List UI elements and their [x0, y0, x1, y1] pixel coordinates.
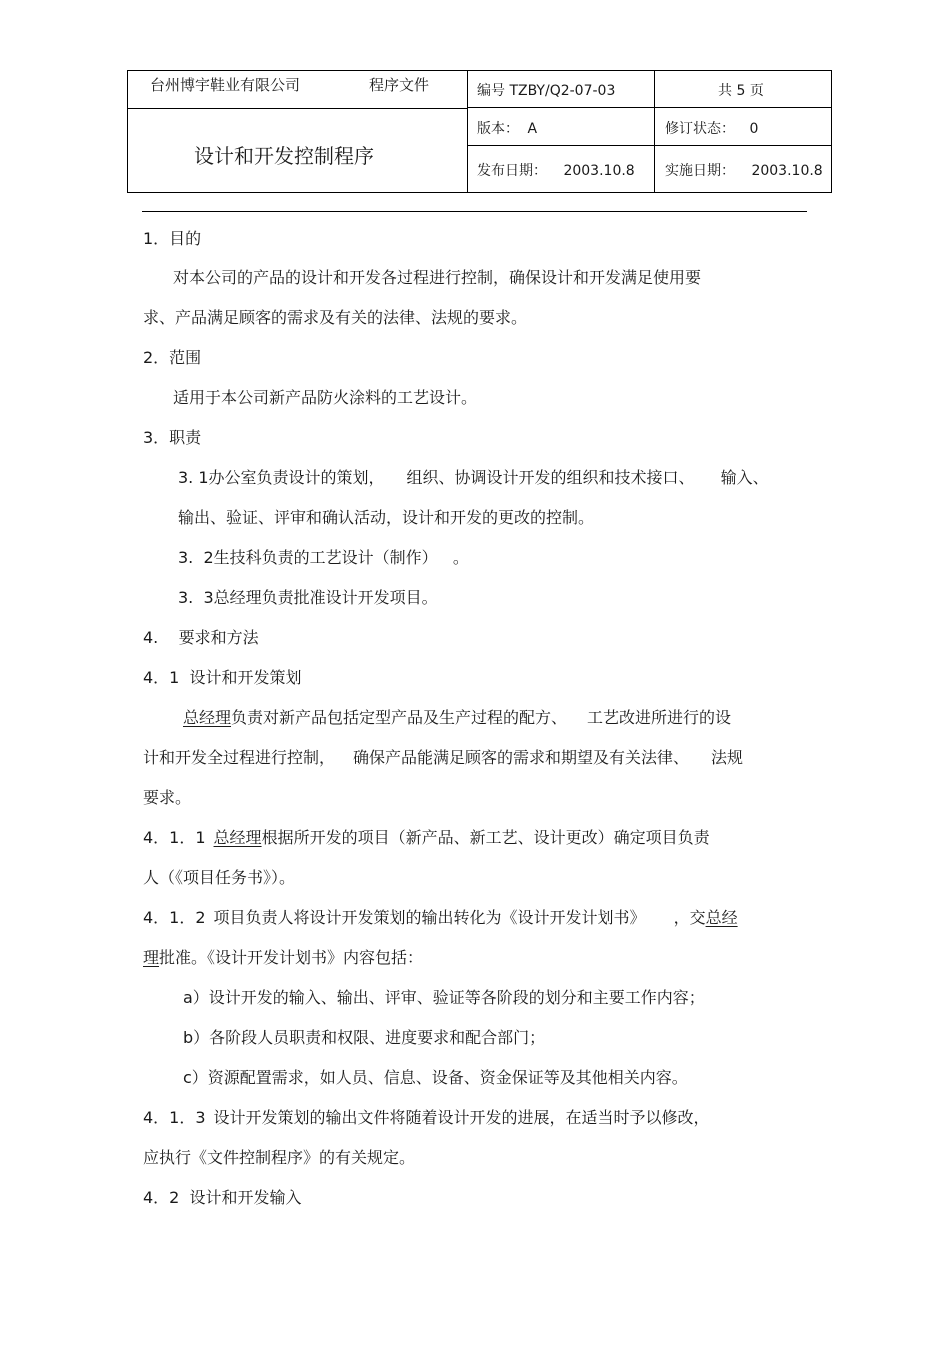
section-1-para-line2: 求、产品满足顾客的需求及有关的法律、法规的要求。: [143, 308, 528, 327]
doc-number-value: TZBY/Q2-07-03: [509, 83, 616, 99]
header-divider: [142, 211, 807, 212]
section-4-1-3-line1: [143, 1108, 710, 1128]
list-item-b: b）各阶段人员职责和权限、进度要求和配合部门；: [183, 1028, 546, 1047]
page-count-suffix: 页: [749, 83, 764, 99]
section-4-1-para-line2: [143, 748, 743, 768]
section-4-1-para-d: 确保产品能满足顾客的需求和期望及有关法律、: [353, 748, 690, 767]
section-3-heading: 3．职责: [143, 428, 202, 447]
impl-date-value: 2003.10.8: [751, 163, 823, 179]
doc-number: [477, 80, 615, 100]
revision-label: 修订状态：: [665, 121, 735, 137]
section-1-heading: 1．目的: [143, 229, 202, 248]
general-manager-underlined-2: 总经理: [213, 828, 262, 847]
impl-date-label: 实施日期：: [665, 163, 735, 179]
section-2-para: 适用于本公司新产品防火涂料的工艺设计。: [173, 388, 478, 407]
general-manager-underlined-3a: 总经: [705, 908, 738, 927]
general-manager-underlined: 总经理: [183, 708, 232, 727]
version-value: A: [527, 121, 538, 137]
section-4-1-2-text-a: 项目负责人将设计开发策划的输出转化为《设计开发计划书》: [213, 908, 646, 927]
issue-date: [477, 160, 635, 180]
section-4-1-2-line2: [143, 948, 423, 968]
section-4-1-1-text: 根据所开发的项目（新产品、新工艺、设计更改）确定项目负责: [261, 828, 710, 847]
doc-type: 程序文件: [369, 76, 430, 94]
issue-date-label: 发布日期：: [477, 163, 547, 179]
list-item-c: c）资源配置需求，如人员、信息、设备、资金保证等及其他相关内容。: [183, 1068, 688, 1087]
doc-number-label: 编号: [477, 83, 505, 99]
section-4-1-2-text-c: 批准。《设计开发计划书》内容包括：: [159, 948, 424, 967]
impl-date: [665, 160, 823, 180]
section-4-1-1-line2: 人（《项目任务书》）。: [143, 868, 296, 887]
section-1-para-line1: 对本公司的产品的设计和开发各过程进行控制，确保设计和开发满足使用要: [173, 268, 702, 287]
section-4-1-3-line2: 应执行《文件控制程序》的有关规定。: [143, 1148, 416, 1167]
section-3-1-line2: 输出、验证、评审和确认活动，设计和开发的更改的控制。: [178, 508, 595, 527]
page-count-prefix: 共: [718, 83, 732, 99]
section-4-1-para-a: 负责对新产品包括定型产品及生产过程的配方、: [231, 708, 568, 727]
section-3-1-line1: [178, 468, 769, 488]
section-4-1-2-line1: [143, 908, 738, 928]
section-4-1-para-line3: 要求。: [143, 788, 192, 807]
section-2-heading: 2．范围: [143, 348, 202, 367]
page-count: [718, 80, 764, 100]
section-4-1-2-text-b: ，交: [673, 908, 706, 927]
section-4-2-heading: 4．2 设计和开发输入: [143, 1188, 302, 1207]
section-4-1-1-line1: [143, 828, 710, 848]
section-4-1-2-number: 4．1．2: [143, 908, 206, 927]
section-3-2: 3. 2生技科负责的工艺设计（制作） 。: [178, 548, 469, 567]
company-name: 台州博宇鞋业有限公司: [150, 76, 301, 94]
doc-title: 设计和开发控制程序: [194, 144, 374, 168]
section-4-1-heading: 4．1 设计和开发策划: [143, 668, 302, 687]
version: [477, 118, 537, 138]
section-4-1-1-number: 4．1．1: [143, 828, 206, 847]
section-4-1-3-number: 4．1．3: [143, 1108, 206, 1127]
page-count-value: 5: [736, 83, 746, 99]
header-table: [127, 70, 832, 193]
section-3-3: 3. 3总经理负责批准设计开发项目。: [178, 588, 438, 607]
general-manager-underlined-3b: 理: [143, 948, 160, 967]
list-item-a: a）设计开发的输入、输出、评审、验证等各阶段的划分和主要工作内容；: [183, 988, 705, 1007]
version-label: 版本：: [477, 121, 519, 137]
section-4-heading: 4. 要求和方法: [143, 628, 259, 647]
issue-date-value: 2003.10.8: [563, 163, 635, 179]
section-3-1-part-c: 输入、: [720, 468, 769, 487]
section-4-1-para-c: 计和开发全过程进行控制，: [143, 748, 336, 767]
section-4-1-3-text-a: 设计开发策划的输出文件将随着设计开发的进展，在适当时予以修改，: [213, 1108, 710, 1127]
section-4-1-para-e: 法规: [711, 748, 744, 767]
section-4-1-para-b: 工艺改进所进行的设: [587, 708, 732, 727]
section-4-1-para-line1: [183, 708, 731, 728]
revision-value: 0: [749, 121, 759, 137]
section-3-1-part-a: 3. 1办公室负责设计的策划，: [178, 468, 385, 487]
revision: [665, 118, 758, 138]
section-3-1-part-b: 组织、协调设计开发的组织和技术接口、: [406, 468, 695, 487]
